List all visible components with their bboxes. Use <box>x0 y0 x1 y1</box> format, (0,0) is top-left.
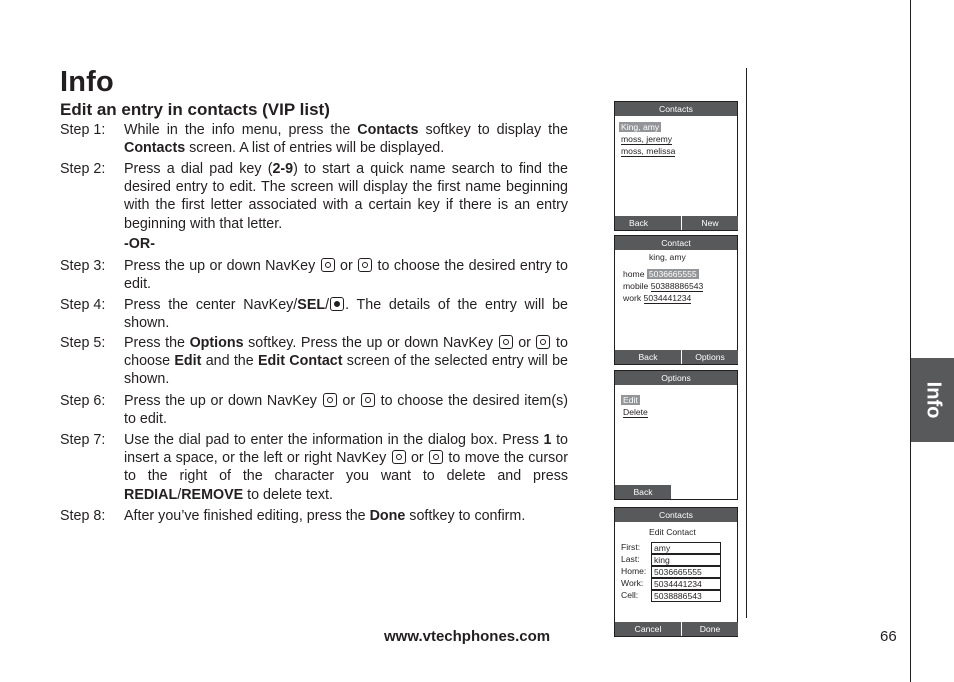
work-number-input[interactable]: 5034441234 <box>651 578 721 590</box>
page-edge-line <box>910 0 911 682</box>
side-tab-label: Info <box>922 381 944 419</box>
contact-name: king, amy <box>649 252 686 262</box>
field-label: home <box>623 269 645 279</box>
emphasis-text: 1 <box>543 432 552 448</box>
menu-item-edit[interactable]: Edit <box>623 395 638 405</box>
step-text: Use the dial pad to enter the information in the dialog box. Press 1 to insert a space, or the left or right NavKey or to move the cursor to the right of the character you want to delete and press REDIAL/REMOVE to delete text. <box>124 432 568 503</box>
list-item[interactable]: King, amy <box>621 122 660 132</box>
navkey-up-icon <box>499 335 513 349</box>
emphasis-text: Done <box>369 508 406 524</box>
step-5 <box>60 334 568 389</box>
new-softkey[interactable]: New <box>681 216 738 230</box>
emphasis-text: REMOVE <box>181 486 244 503</box>
step-text: Press the center NavKey/SEL/ . The details of the entry will be shown. <box>124 297 568 332</box>
field-label: mobile <box>623 281 649 291</box>
step-text: Press the Options softkey. Press the up or down NavKey or to choose Edit and the Edit Contact screen of the selected entry will be shown. <box>124 335 568 388</box>
navkey-down-icon <box>361 393 375 407</box>
section-heading: Edit an entry in contacts (VIP list) <box>60 100 330 119</box>
screen-header: Contacts <box>615 508 737 522</box>
first-name-input[interactable]: amy <box>651 542 721 554</box>
contact-detail-screen <box>614 235 738 365</box>
navkey-up-icon <box>323 393 337 407</box>
step-3 <box>60 257 568 293</box>
step-6 <box>60 392 568 428</box>
navkey-up-icon <box>321 258 335 272</box>
screen-header: Contact <box>615 236 737 250</box>
step-label: Step 3: <box>60 258 106 274</box>
navkey-left-icon <box>392 450 406 464</box>
step-text: Press a dial pad key (2-9) to start a quick name search to find the desired entry to edit. The screen will display the first name beginning with the first letter associated with a certain key if there is an entry beginning with that letter. <box>124 161 568 232</box>
navkey-down-icon <box>536 335 550 349</box>
emphasis-text: Contacts <box>124 140 186 157</box>
step-label: Step 7: <box>60 432 106 448</box>
back-softkey[interactable]: Back <box>615 216 683 230</box>
step-text: Press the up or down NavKey or to choose the desired entry to edit. <box>124 258 568 293</box>
navkey-down-icon <box>358 258 372 272</box>
field-label: Last: <box>621 554 640 564</box>
step-label: Step 5: <box>60 335 106 351</box>
step-label: Step 8: <box>60 508 106 524</box>
back-softkey[interactable]: Back <box>615 350 681 364</box>
home-number-input[interactable]: 5036665555 <box>651 566 721 578</box>
emphasis-text: Options <box>189 335 244 351</box>
footer-url: www.vtechphones.com <box>384 628 551 645</box>
screen-header: Options <box>615 371 737 385</box>
cell-number-input[interactable]: 5038886543 <box>651 590 721 602</box>
field-label: work <box>623 293 642 303</box>
emphasis-text: SEL <box>297 297 326 313</box>
emphasis-text: Contacts <box>357 122 419 138</box>
cancel-softkey[interactable]: Cancel <box>615 622 681 636</box>
navkey-right-icon <box>429 450 443 464</box>
step-label: Step 6: <box>60 393 106 409</box>
list-item[interactable]: moss, jeremy <box>621 134 673 144</box>
field-value[interactable]: 5036665555 <box>648 269 697 279</box>
field-label: Home: <box>621 566 647 576</box>
edit-title: Edit Contact <box>649 527 696 537</box>
field-value[interactable]: 5034441234 <box>643 293 692 303</box>
field-label: Cell: <box>621 590 639 600</box>
options-screen <box>614 370 738 500</box>
emphasis-text: REDIAL <box>124 486 178 503</box>
list-item[interactable]: moss, melissa <box>621 146 676 156</box>
column-divider <box>746 68 747 618</box>
step-2 <box>60 160 568 233</box>
navkey-select-icon <box>330 297 344 311</box>
page-number: 66 <box>880 628 897 645</box>
step-4 <box>60 296 568 332</box>
page-title: Info <box>60 66 114 98</box>
step-text: While in the info menu, press the Contacts softkey to display the Contacts screen. A list of entries will be displayed. <box>124 122 568 157</box>
emphasis-text: 2-9 <box>272 161 294 177</box>
step-7 <box>60 431 568 504</box>
step-text: After you’ve finished editing, press the Done softkey to confirm. <box>124 508 526 524</box>
step-label: Step 2: <box>60 161 106 177</box>
step-label: Step 1: <box>60 122 106 138</box>
menu-item-delete[interactable]: Delete <box>623 407 648 417</box>
emphasis-text: Edit Contact <box>258 353 343 370</box>
done-softkey[interactable]: Done <box>681 622 738 636</box>
step-1 <box>60 121 568 157</box>
emphasis-text: Edit <box>174 353 202 370</box>
step-text: Press the up or down NavKey or to choose the desired item(s) to edit. <box>124 393 568 428</box>
field-label: First: <box>621 542 641 552</box>
screen-header: Contacts <box>615 102 737 116</box>
field-value[interactable]: 50388886543 <box>650 281 704 291</box>
contacts-list-screen <box>614 101 738 231</box>
step-8 <box>60 507 568 525</box>
step-label: Step 4: <box>60 297 106 313</box>
options-softkey[interactable]: Options <box>681 350 738 364</box>
field-label: Work: <box>621 578 644 588</box>
or-separator: -OR- <box>124 236 155 252</box>
back-softkey[interactable]: Back <box>615 485 671 499</box>
last-name-input[interactable]: king <box>651 554 721 566</box>
side-tab <box>911 358 954 442</box>
edit-contact-screen <box>614 507 738 637</box>
